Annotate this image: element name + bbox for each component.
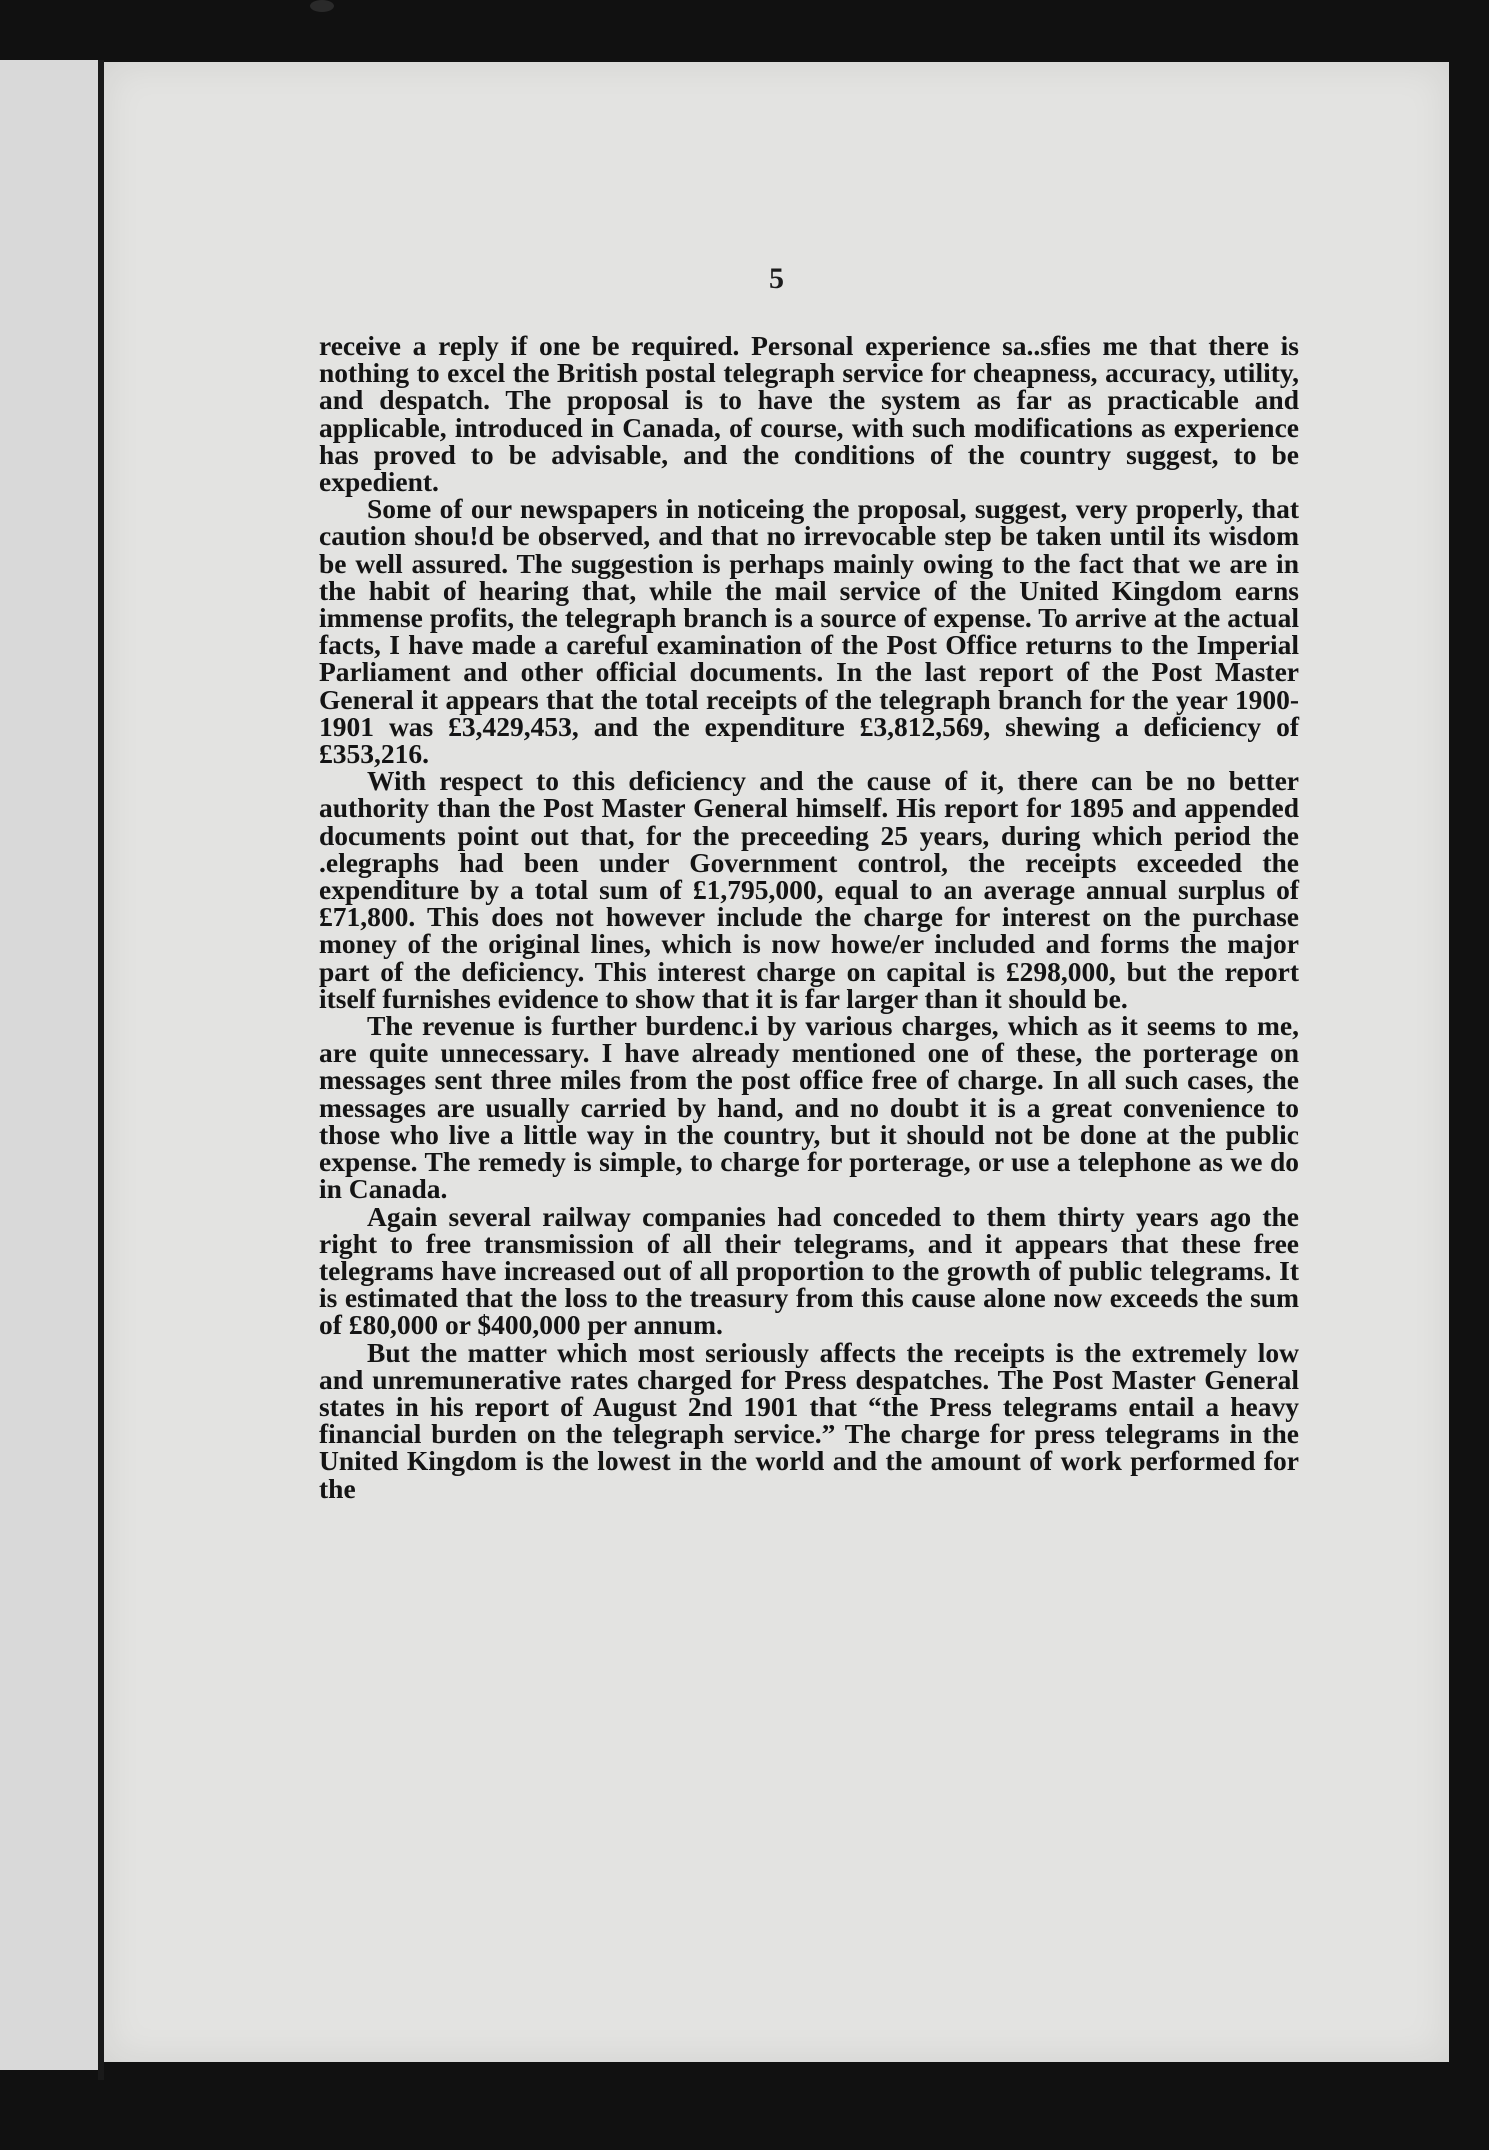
paragraph: But the matter which most seriously affects the receipts is the extremely low and unremunerative rates charged for Press despatches. The Post Master General states in his report of August 2nd 1901 that “the Press telegrams entail a heavy financial burden on the telegraph service.” The charge for press telegrams in the United Kingdom is the lowest in the world and the amount of work performed for the [319,1336,1299,1504]
paragraph: With respect to this deficiency and the cause of it, there can be no better authority than the Post Master General himself. His report for 1895 and appended documents point out that, for the preceeding 25 years, during which period the .elegraphs had been under Government control, the receipts exceeded the expenditure by a total sum of £1,795,000, equal to an average annual surplus of £71,800. This does not however include the charge for interest on the purchase money of the original lines, which is now howe/er included and forms the major part of the deficiency. This interest charge on capital is £298,000, but the report itself furnishes evidence to show that it is far larger than it should be. [319,765,1299,1014]
facing-page-edge [0,60,100,2070]
paragraph: receive a reply if one be required. Personal experience sa..sfies me that there is nothing to excel the British postal telegraph service for cheapness, accuracy, utility, and despatch. The proposal is to have the system as far as practicable and applicable, introduced in Canada, of course, with such modifications as experience has proved to be advisable, and the conditions of the country suggest, to be expedient. [319,330,1299,498]
paragraph: Some of our newspapers in noticeing the proposal, suggest, very properly, that caution shou!d be observed, and that no irrevocable step be taken until its wisdom be well assured. The suggestion is perhaps mainly owing to the fact that we are in the habit of hearing that, while the mail service of the United Kingdom earns immense profits, the telegraph branch is a source of expense. To arrive at the actual facts, I have made a careful examination of the Post Office returns to the Imperial Parliament and other official documents. In the last report of the Post Master General it appears that the total receipts of the telegraph branch for the year 1900-1901 was £3,429,453, and the expenditure £3,812,569, shewing a deficiency of £353,216. [319,493,1299,770]
document-page [104,62,1449,2062]
page-number: 5 [769,262,784,295]
body-text [319,332,1299,1502]
paragraph: The revenue is further burdenc.i by various charges, which as it seems to me, are quite unnecessary. I have already mentioned one of these, the porterage on messages sent three miles from the post office free of charge. In all such cases, the messages are usually carried by hand, and no doubt it is a great convenience to those who live a little way in the country, but it should not be done at the public expense. The remedy is simple, to charge for porterage, or use a telephone as we do in Canada. [319,1010,1299,1205]
paragraph: Again several railway companies had conceded to them thirty years ago the right to free transmission of all their telegrams, and it appears that these free telegrams have increased out of all proportion to the growth of public telegrams. It is estimated that the loss to the treasury from this cause alone now exceeds the sum of £80,000 or $400,000 per annum. [319,1200,1299,1341]
scan-artifact [310,0,334,12]
